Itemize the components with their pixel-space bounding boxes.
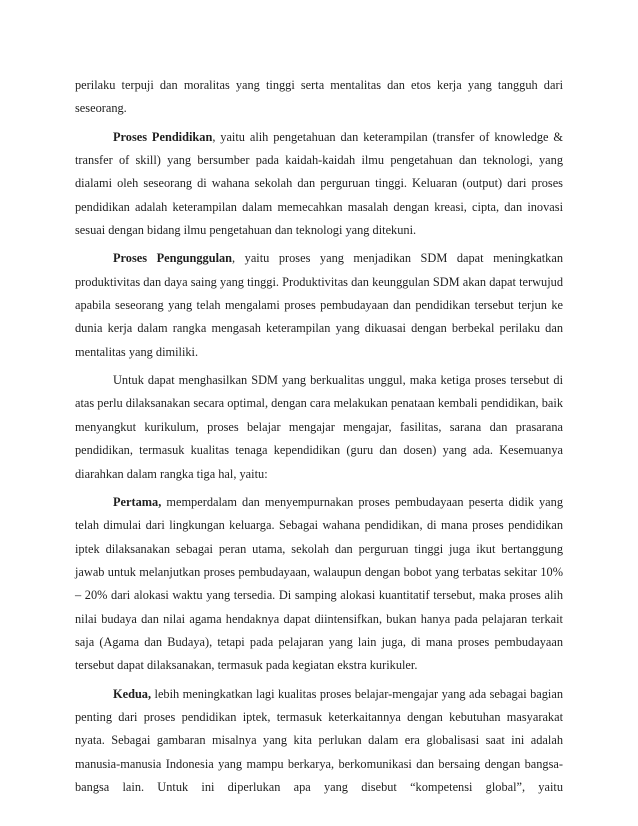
paragraph-text: Untuk dapat menghasilkan SDM yang berkualitas unggul, maka ketiga proses tersebut di atas perlu dilaksanakan secara optimal, dengan cara melakukan penataan kembali pendidikan, baik menyangkut kurikulum, proses belajar mengajar mengajar, fasilitas, sarana dan prasarana pendidikan, termasuk kualitas tenaga kependidikan (guru dan dosen) yang ada. Kesemuanya diarahkan dalam rangka tiga hal, yaitu:: [75, 373, 563, 481]
term-proses-pendidikan: Proses Pendidikan: [113, 129, 213, 144]
italic-transfer-phrase: (transfer of knowledge & transfer of skill): [75, 129, 564, 168]
paragraph-kualitas-sdm: [75, 369, 563, 486]
term-pertama: Pertama,: [113, 494, 162, 509]
paragraph-text: lebih meningkatkan lagi kualitas proses belajar-mengajar yang ada sebagai bagian penting dari proses pendidikan iptek, termasuk keterkaitannya dengan kebutuhan masyarakat nyata. Sebagai gambaran misalnya yang kita perlukan dalam era globalisasi saat ini adalah manusia-manusia Indonesia yang mampu berkarya, berkomunikasi dan bersaing dengan bangsa-bangsa lain. Untuk ini diperlukan apa yang disebut “kompetensi global”, yaitu: [75, 686, 563, 794]
term-proses-pengunggulan: Proses Pengunggulan: [113, 251, 233, 266]
paragraph-text: memperdalam dan menyempurnakan proses pembudayaan peserta didik yang telah dimulai dari lingkungan keluarga. Sebagai wahana pendidikan, di mana proses pendidikan iptek dilaksanakan sebagai peran utama, sekolah dan perguruan tinggi juga ikut bertanggung jawab untuk melanjutkan proses pembudayaan, walaupun dengan bobot yang terbatas sekitar 10% – 20% dari alokasi waktu yang tersedia. Di samping alokasi kuantitatif tersebut, maka proses alih nilai budaya dan nilai agama hendaknya dapat diintensifkan, bukan hanya pada pelajaran terkait saja (Agama dan Budaya), tetapi pada pelajaran yang lain juga, di mana proses pembudayaan tersebut dapat dilaksanakan, termasuk pada kegiatan ekstra kurikuler.: [75, 494, 563, 673]
paragraph-text: yang bersumber pada kaidah-kaidah ilmu pengetahuan dan teknologi, yang dialami oleh seseorang di wahana sekolah dan perguruan tinggi. Keluaran: [75, 153, 563, 191]
paragraph-kedua: [75, 683, 563, 800]
paragraph-text: , yaitu proses yang menjadikan SDM dapat meningkatkan produktivitas dan daya saing yang tinggi. Produktivitas dan keunggulan SDM akan dapat terwujud apabila seseorang yang telah mengalami proses pembudayaan dan pendidikan tersebut terjun ke dunia kerja dalam rangka mengasah keterampilan yang dikuasai dengan berbekal perilaku dan mentalitas yang dimiliki.: [75, 251, 563, 359]
paragraph-proses-pendidikan: [75, 126, 563, 243]
paragraph-text: , yaitu alih pengetahuan dan keterampilan: [212, 129, 433, 144]
italic-output: (output): [462, 176, 503, 191]
term-kedua: Kedua,: [113, 686, 152, 701]
paragraph-pertama: [75, 491, 563, 678]
paragraph-text: dari proses pendidikan adalah keterampilan dalam memecahkan masalah dengan kreasi, cipta, dan inovasi sesuai dengan bidang ilmu pengetahuan dan teknologi yang ditekuni.: [75, 176, 563, 238]
paragraph-continuation: [75, 74, 563, 121]
paragraph-text: perilaku terpuji dan moralitas yang tinggi serta mentalitas dan etos kerja yang tangguh dari seseorang.: [75, 78, 563, 116]
paragraph-proses-pengunggulan: [75, 247, 563, 364]
